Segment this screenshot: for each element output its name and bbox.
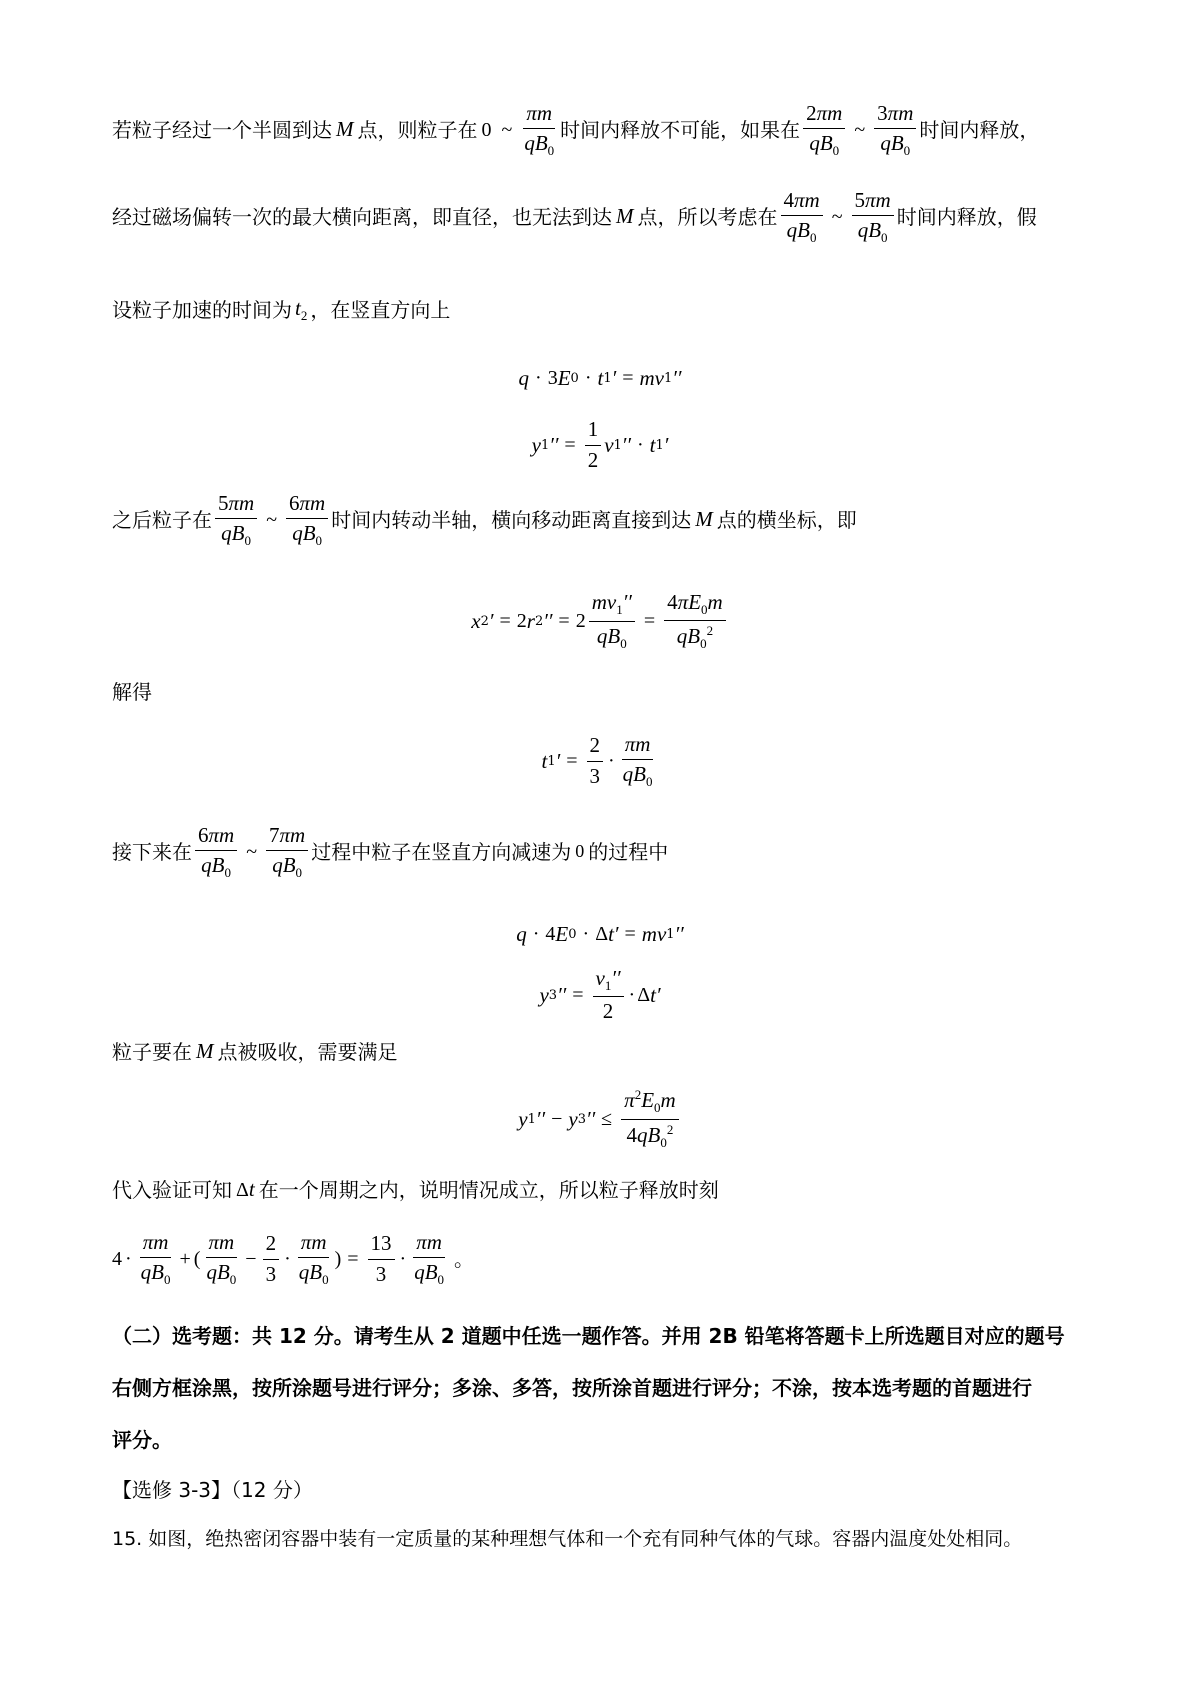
paragraph-7: 代入验证可知 Δ t 在一个周期之内，说明情况成立，所以粒子释放时刻 bbox=[112, 1177, 719, 1202]
text: 代入验证可知 bbox=[112, 1178, 232, 1202]
equation-1: q · 3 E 0 · t 1 ′ = mv 1 ′′ bbox=[518, 365, 682, 390]
paragraph-1: 若粒子经过一个半圆到达 M 点，则粒子在 0 ~ $\frac{\pi m}{qB_0}$ 时间内释放不可能，如果在 $\frac{2\pi m}{qB_0}$ ~ $\frac{3\pi m}{qB_0}$ 时间内释放， bbox=[112, 100, 1040, 158]
fraction: $\frac{2\pi m}{qB_0}$ bbox=[803, 102, 845, 159]
text: 右侧方框涂黑，按所涂题号进行评分；多涂、多答，按所涂首题进行评分；不涂，按本选考题的首题进行 bbox=[112, 1376, 1032, 1400]
text: 点的横坐标，即 bbox=[716, 508, 857, 532]
math-zero: 0 bbox=[481, 119, 492, 141]
equation-2: y 1 ′′ = $\frac{1}{2}$ v 1 ′′ · t 1 ′ bbox=[531, 417, 669, 472]
text: （二）选考题：共 12 分。请考生从 2 道题中任选一题作答。并用 2B 铅笔将答题卡上所选题目对应的题号 bbox=[112, 1324, 1065, 1348]
fraction: $\frac{5\pi m}{qB_0}$ bbox=[852, 189, 894, 246]
text: 15. 如图，绝热密闭容器中装有一定质量的某种理想气体和一个充有同种气体的气球。容器内温度处处相同。 bbox=[112, 1527, 1023, 1550]
paragraph-5: 接下来在 $\frac{6\pi m}{qB_0}$ ~ $\frac{7\pi m}{qB_0}$ 过程中粒子在竖直方向减速为 0 的过程中 bbox=[112, 822, 669, 880]
section-line-2 bbox=[112, 1370, 1100, 1406]
equation-7: y 1 ′′ − y 3 ′′ ≤ $\frac{\pi^2E_0m}{4qB_0^2}$ bbox=[0, 1084, 1200, 1154]
fraction: $\frac{3\pi m}{qB_0}$ bbox=[874, 102, 916, 159]
text: ，在竖直方向上 bbox=[310, 298, 451, 322]
text: 【选修 3-3】（12 分） bbox=[112, 1478, 313, 1502]
text: 解得 bbox=[112, 680, 152, 704]
elective-heading bbox=[112, 1474, 1100, 1506]
equation-5: q · 4 E 0 · Δ t ′ = mv 1 ′′ bbox=[516, 921, 684, 946]
section-line-3 bbox=[112, 1422, 1100, 1458]
equation-8: 4 · $\frac{\pi m}{qB_0}$ + ( $\frac{\pi m}{qB_0}$ − $\frac{2}{3}$ · $\frac{\pi m}{qB_0}$ ) = $\frac{13}{3}$ · $\frac{\pi m}{qB_0}$ 。 bbox=[112, 1229, 475, 1287]
equation-4: t 1 ′ = $\frac{2}{3}$ · $\frac{\pi m}{qB_0}$ bbox=[541, 731, 653, 789]
text: 的过程中 bbox=[588, 840, 669, 864]
text: 点被吸收，需要满足 bbox=[217, 1040, 398, 1064]
math-M: M bbox=[616, 204, 634, 229]
fraction: $\frac{6\pi m}{qB_0}$ bbox=[286, 492, 328, 549]
math-zero: 0 bbox=[575, 841, 585, 862]
math-M: M bbox=[196, 1039, 214, 1064]
text: 之后粒子在 bbox=[112, 508, 212, 532]
text: 时间内释放不可能，如果在 bbox=[560, 118, 801, 142]
fraction: $\frac{6\pi m}{qB_0}$ bbox=[195, 824, 237, 881]
equation-6: y 3 ′′ = $\frac{v_1''}{2}$ · Δ t ′ bbox=[539, 965, 661, 1024]
fraction: $\frac{\pi m}{qB_0}$ bbox=[524, 100, 555, 158]
paragraph-6 bbox=[112, 1036, 1100, 1068]
text: 点，则粒子在 bbox=[357, 118, 478, 142]
text: 若粒子经过一个半圆到达 bbox=[112, 118, 332, 142]
math-M: M bbox=[336, 117, 354, 142]
text: 点，所以考虑在 bbox=[637, 205, 778, 229]
fraction: $\frac{5\pi m}{qB_0}$ bbox=[215, 492, 257, 549]
text: 粒子要在 bbox=[112, 1040, 192, 1064]
fraction: $\frac{4\pi m}{qB_0}$ bbox=[781, 189, 823, 246]
text: 在一个周期之内，说明情况成立，所以粒子释放时刻 bbox=[258, 1178, 719, 1202]
text: 时间内转动半轴，横向移动距离直接到达 bbox=[331, 508, 692, 532]
text: 经过磁场偏转一次的最大横向距离，即直径，也无法到达 bbox=[112, 205, 612, 229]
solve-label bbox=[112, 676, 1100, 708]
text: 时间内释放，假 bbox=[896, 205, 1037, 229]
paragraph-4: 之后粒子在 $\frac{5\pi m}{qB_0}$ ~ $\frac{6\pi m}{qB_0}$ 时间内转动半轴，横向移动距离直接到达 M 点的横坐标，即 bbox=[112, 490, 857, 548]
text: 时间内释放， bbox=[919, 118, 1040, 142]
math-M: M bbox=[695, 507, 713, 532]
section-line-1 bbox=[112, 1318, 1100, 1354]
question-15 bbox=[112, 1522, 1100, 1556]
fraction: $\frac{7\pi m}{qB_0}$ bbox=[266, 824, 308, 881]
paragraph-2: 经过磁场偏转一次的最大横向距离，即直径，也无法到达 M 点，所以考虑在 $\frac{4\pi m}{qB_0}$ ~ $\frac{5\pi m}{qB_0}$ 时间内释放，假 bbox=[112, 187, 1037, 245]
text: 过程中粒子在竖直方向减速为 bbox=[311, 840, 572, 864]
text: 评分。 bbox=[112, 1428, 172, 1452]
text: 接下来在 bbox=[112, 840, 192, 864]
equation-3: x 2 ′ = 2 r 2 ′′ = 2 $\frac{mv_1''}{qB_0}$ = $\frac{4\pi E_0m}{qB_0^2}$ bbox=[0, 588, 1200, 654]
paragraph-3: 设粒子加速的时间为 $t_2$ ，在竖直方向上 bbox=[112, 296, 451, 324]
text: 设粒子加速的时间为 bbox=[112, 298, 292, 322]
